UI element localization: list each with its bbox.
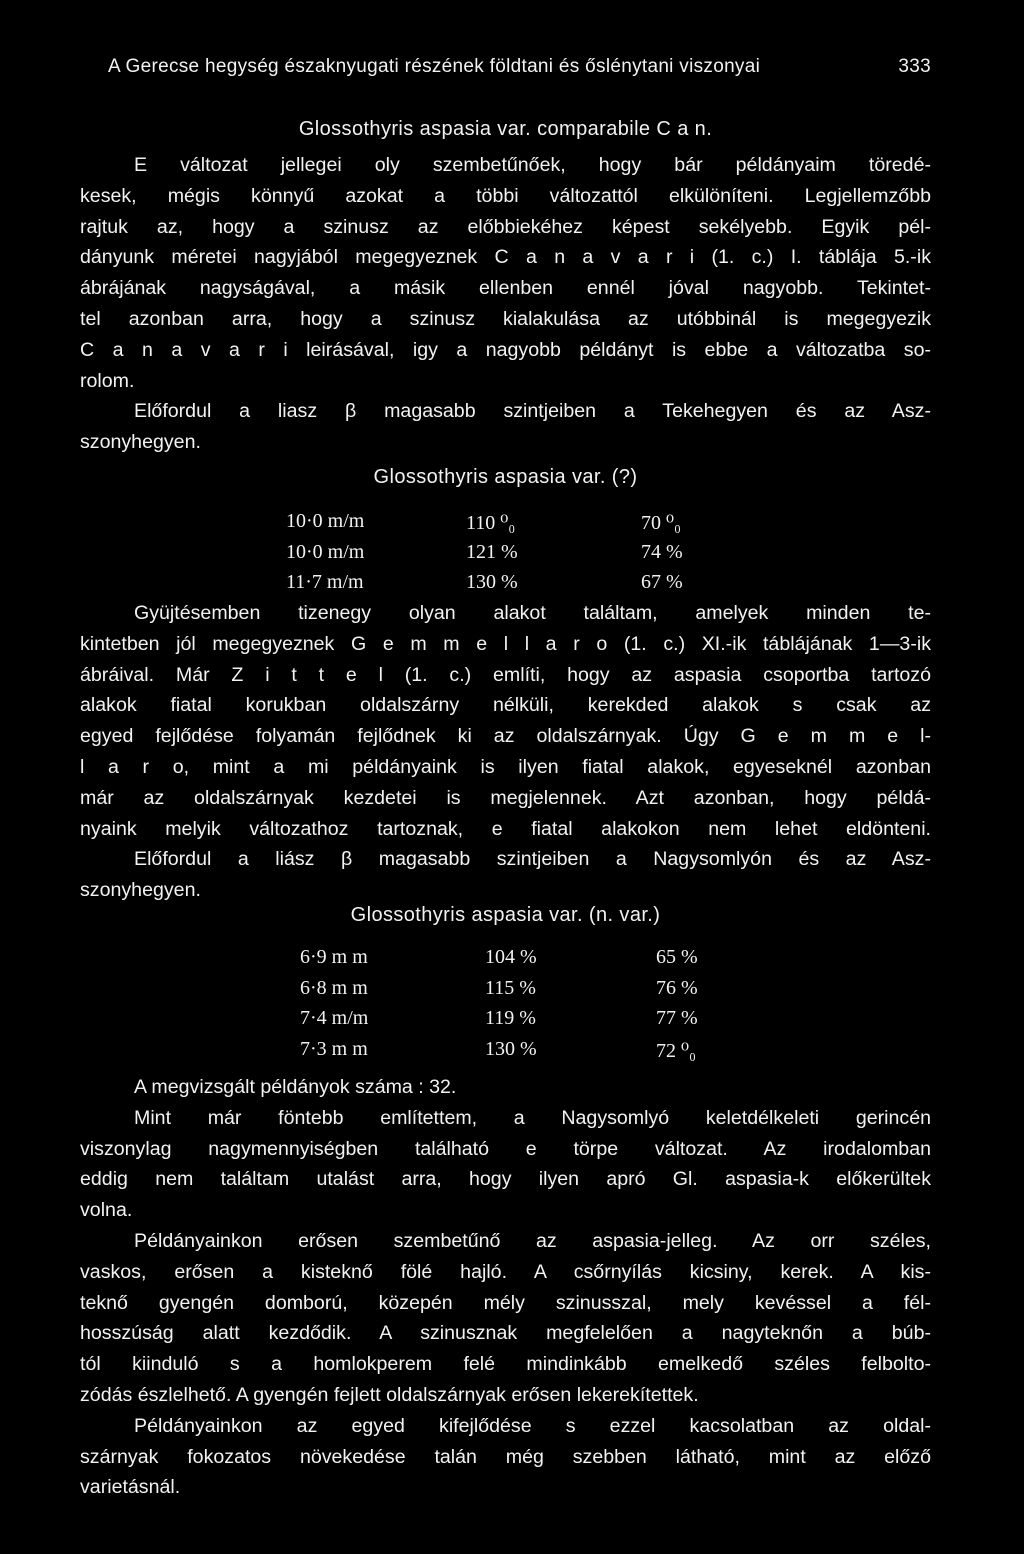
measurement-table-1	[286, 510, 846, 602]
text-line: viszonylag nagymennyiségben található e törpe változat. Az irodalomban	[80, 1137, 931, 1160]
length-cell: 7·4 m/m	[300, 1007, 369, 1030]
text-line: már az oldalszárnyak kezdetei is megjelennek. Azt azonban, hogy példá-	[80, 786, 931, 809]
page-number: 333	[898, 56, 931, 77]
ratio-cell: 65 %	[656, 946, 698, 968]
table-row	[300, 977, 860, 1008]
text-line: volna.	[80, 1199, 133, 1222]
length-cell: 10·0 m/m	[286, 540, 365, 563]
table-row	[286, 541, 846, 572]
text-line: C a n a v a r i leirásával, igy a nagyobb példányt is ebbe a változatba so-	[80, 338, 931, 361]
paragraph-comparabile	[80, 150, 931, 458]
species-heading-n-var: Glossothyris aspasia var. (n. var.)	[350, 904, 661, 926]
ratio-cell: 121 %	[466, 540, 518, 563]
paragraph-var-query	[80, 598, 931, 906]
text-line: tól kiinduló s a homlokperem felé mindinkább emelkedő széles felbolto-	[80, 1353, 931, 1376]
table-row	[300, 1007, 860, 1038]
text-line: kesek, mégis könnyű azokat a többi változattól elkülöníteni. Legjellemzőbb	[80, 184, 931, 207]
ratio-cell: 76 %	[656, 976, 698, 999]
ratio-cell: 77 %	[656, 1007, 698, 1030]
ratio-cell: 130 %	[466, 571, 518, 594]
ratio-cell: 74 %	[641, 540, 683, 563]
text-line: rolom.	[80, 369, 135, 392]
text-line: nyaink melyik változathoz tartoznak, e fiatal alakokon nem lehet eldönteni.	[80, 817, 931, 840]
text-line: E változat jellegei oly szembetűnőek, hogy bár példányaim töredé-	[134, 154, 931, 176]
ratio-cell: 115 %	[485, 976, 536, 999]
text-line: hosszúság alatt kezdődik. A szinusznak megfelelően a nagyteknőn a búb-	[80, 1322, 931, 1345]
table-row	[300, 1038, 860, 1069]
ratio-cell: 130 %	[485, 1037, 537, 1060]
length-cell: 6·8 m m	[300, 976, 368, 999]
text-line: l a r o, mint a mi példányaink is ilyen fiatal alakok, egyeseknél azonban	[80, 755, 931, 778]
text-line: Példányainkon az egyed kifejlődése s ezzel kacsolatban az oldal-	[134, 1414, 931, 1437]
specimen-count-line: A megvizsgált példányok száma : 32.	[134, 1076, 457, 1098]
occurrence-line: szonyhegyen.	[80, 431, 201, 454]
text-line: varietásnál.	[80, 1476, 181, 1499]
length-cell: 6·9 m m	[300, 946, 368, 968]
species-heading-comparabile: Glossothyris aspasia var. comparabile C a n.	[298, 118, 713, 140]
text-line: teknő gyengén domború, közepén mély szinusszal, mely kevéssel a fél-	[80, 1291, 931, 1314]
text-line: egyed fejlődése folyamán fejlődnek ki az oldalszárnyak. Úgy G e m m e l-	[80, 725, 931, 748]
ratio-cell: 67 %	[641, 571, 683, 594]
text-line: szárnyak fokozatos növekedése talán még szebben látható, mint az előző	[80, 1445, 931, 1468]
text-line: Mint már föntebb említettem, a Nagysomlyó keletdélkeleti gerincén	[134, 1106, 931, 1129]
ratio-cell: 70 ⁰₀	[641, 512, 681, 534]
ratio-cell: 119 %	[485, 1007, 536, 1030]
text-line: zódás észlelhető. A gyengén fejlett oldalszárnyak erősen lekerekítettek.	[80, 1383, 699, 1406]
ratio-cell: 72 ⁰₀	[656, 1039, 696, 1062]
occurrence-line: Előfordul a liász β magasabb szintjeiben a Nagysomlyón és az Asz-	[134, 848, 931, 871]
text-line: alakok fiatal korukban oldalszárny nélküli, kerekded alakok s csak az	[80, 694, 931, 717]
measurement-table-2	[300, 946, 860, 1068]
text-line: eddig nem találtam utalást arra, hogy ilyen apró Gl. aspasia-k előkerültek	[80, 1168, 931, 1191]
table-row	[300, 946, 860, 977]
text-line: dányunk méretei nagyjából megegyeznek C a n a v a r i (1. c.) I. táblája 5.-ik	[80, 246, 931, 269]
ratio-cell: 110 ⁰₀	[466, 512, 516, 534]
length-cell: 10·0 m/m	[286, 510, 365, 532]
ratio-cell: 104 %	[485, 946, 537, 968]
text-line: kintetben jól megegyeznek G e m m e l l a r o (1. c.) XI.-ik táblájának 1—3-ik	[80, 632, 931, 655]
running-title: A Gerecse hegység északnyugati részének földtani és őslénytani viszonyai	[108, 56, 761, 77]
text-line: tel azonban arra, hogy a szinusz kialakulása az utóbbinál is megegyezik	[80, 307, 931, 330]
journal-page	[80, 0, 931, 1554]
paragraph-n-var	[80, 1072, 931, 1503]
table-row	[286, 510, 846, 541]
text-line: ábráival. Már Z i t t e l (1. c.) említi, hogy az aspasia csoportba tartozó	[80, 663, 931, 686]
occurrence-line: szonyhegyen.	[80, 879, 201, 902]
text-line: vaskos, erősen a kisteknő fölé hajló. A csőrnyílás kicsiny, kerek. A kis-	[80, 1260, 931, 1283]
running-header	[108, 56, 931, 78]
species-heading-var-query: Glossothyris aspasia var. (?)	[373, 466, 638, 488]
text-line: rajtuk az, hogy a szinusz az előbbiekéhez képest sekélyebb. Egyik pél-	[80, 215, 931, 238]
occurrence-line: Előfordul a liasz β magasabb szintjeiben a Tekehegyen és az Asz-	[134, 400, 931, 423]
text-line: ábrájának nagyságával, a másik ellenben ennél jóval nagyobb. Tekintet-	[80, 277, 931, 300]
text-line: Példányainkon erősen szembetűnő az aspasia-jelleg. Az orr széles,	[134, 1229, 931, 1252]
length-cell: 7·3 m m	[300, 1037, 368, 1060]
text-line: Gyüjtésemben tizenegy olyan alakot találtam, amelyek minden te-	[134, 602, 931, 624]
length-cell: 11·7 m/m	[286, 571, 364, 594]
